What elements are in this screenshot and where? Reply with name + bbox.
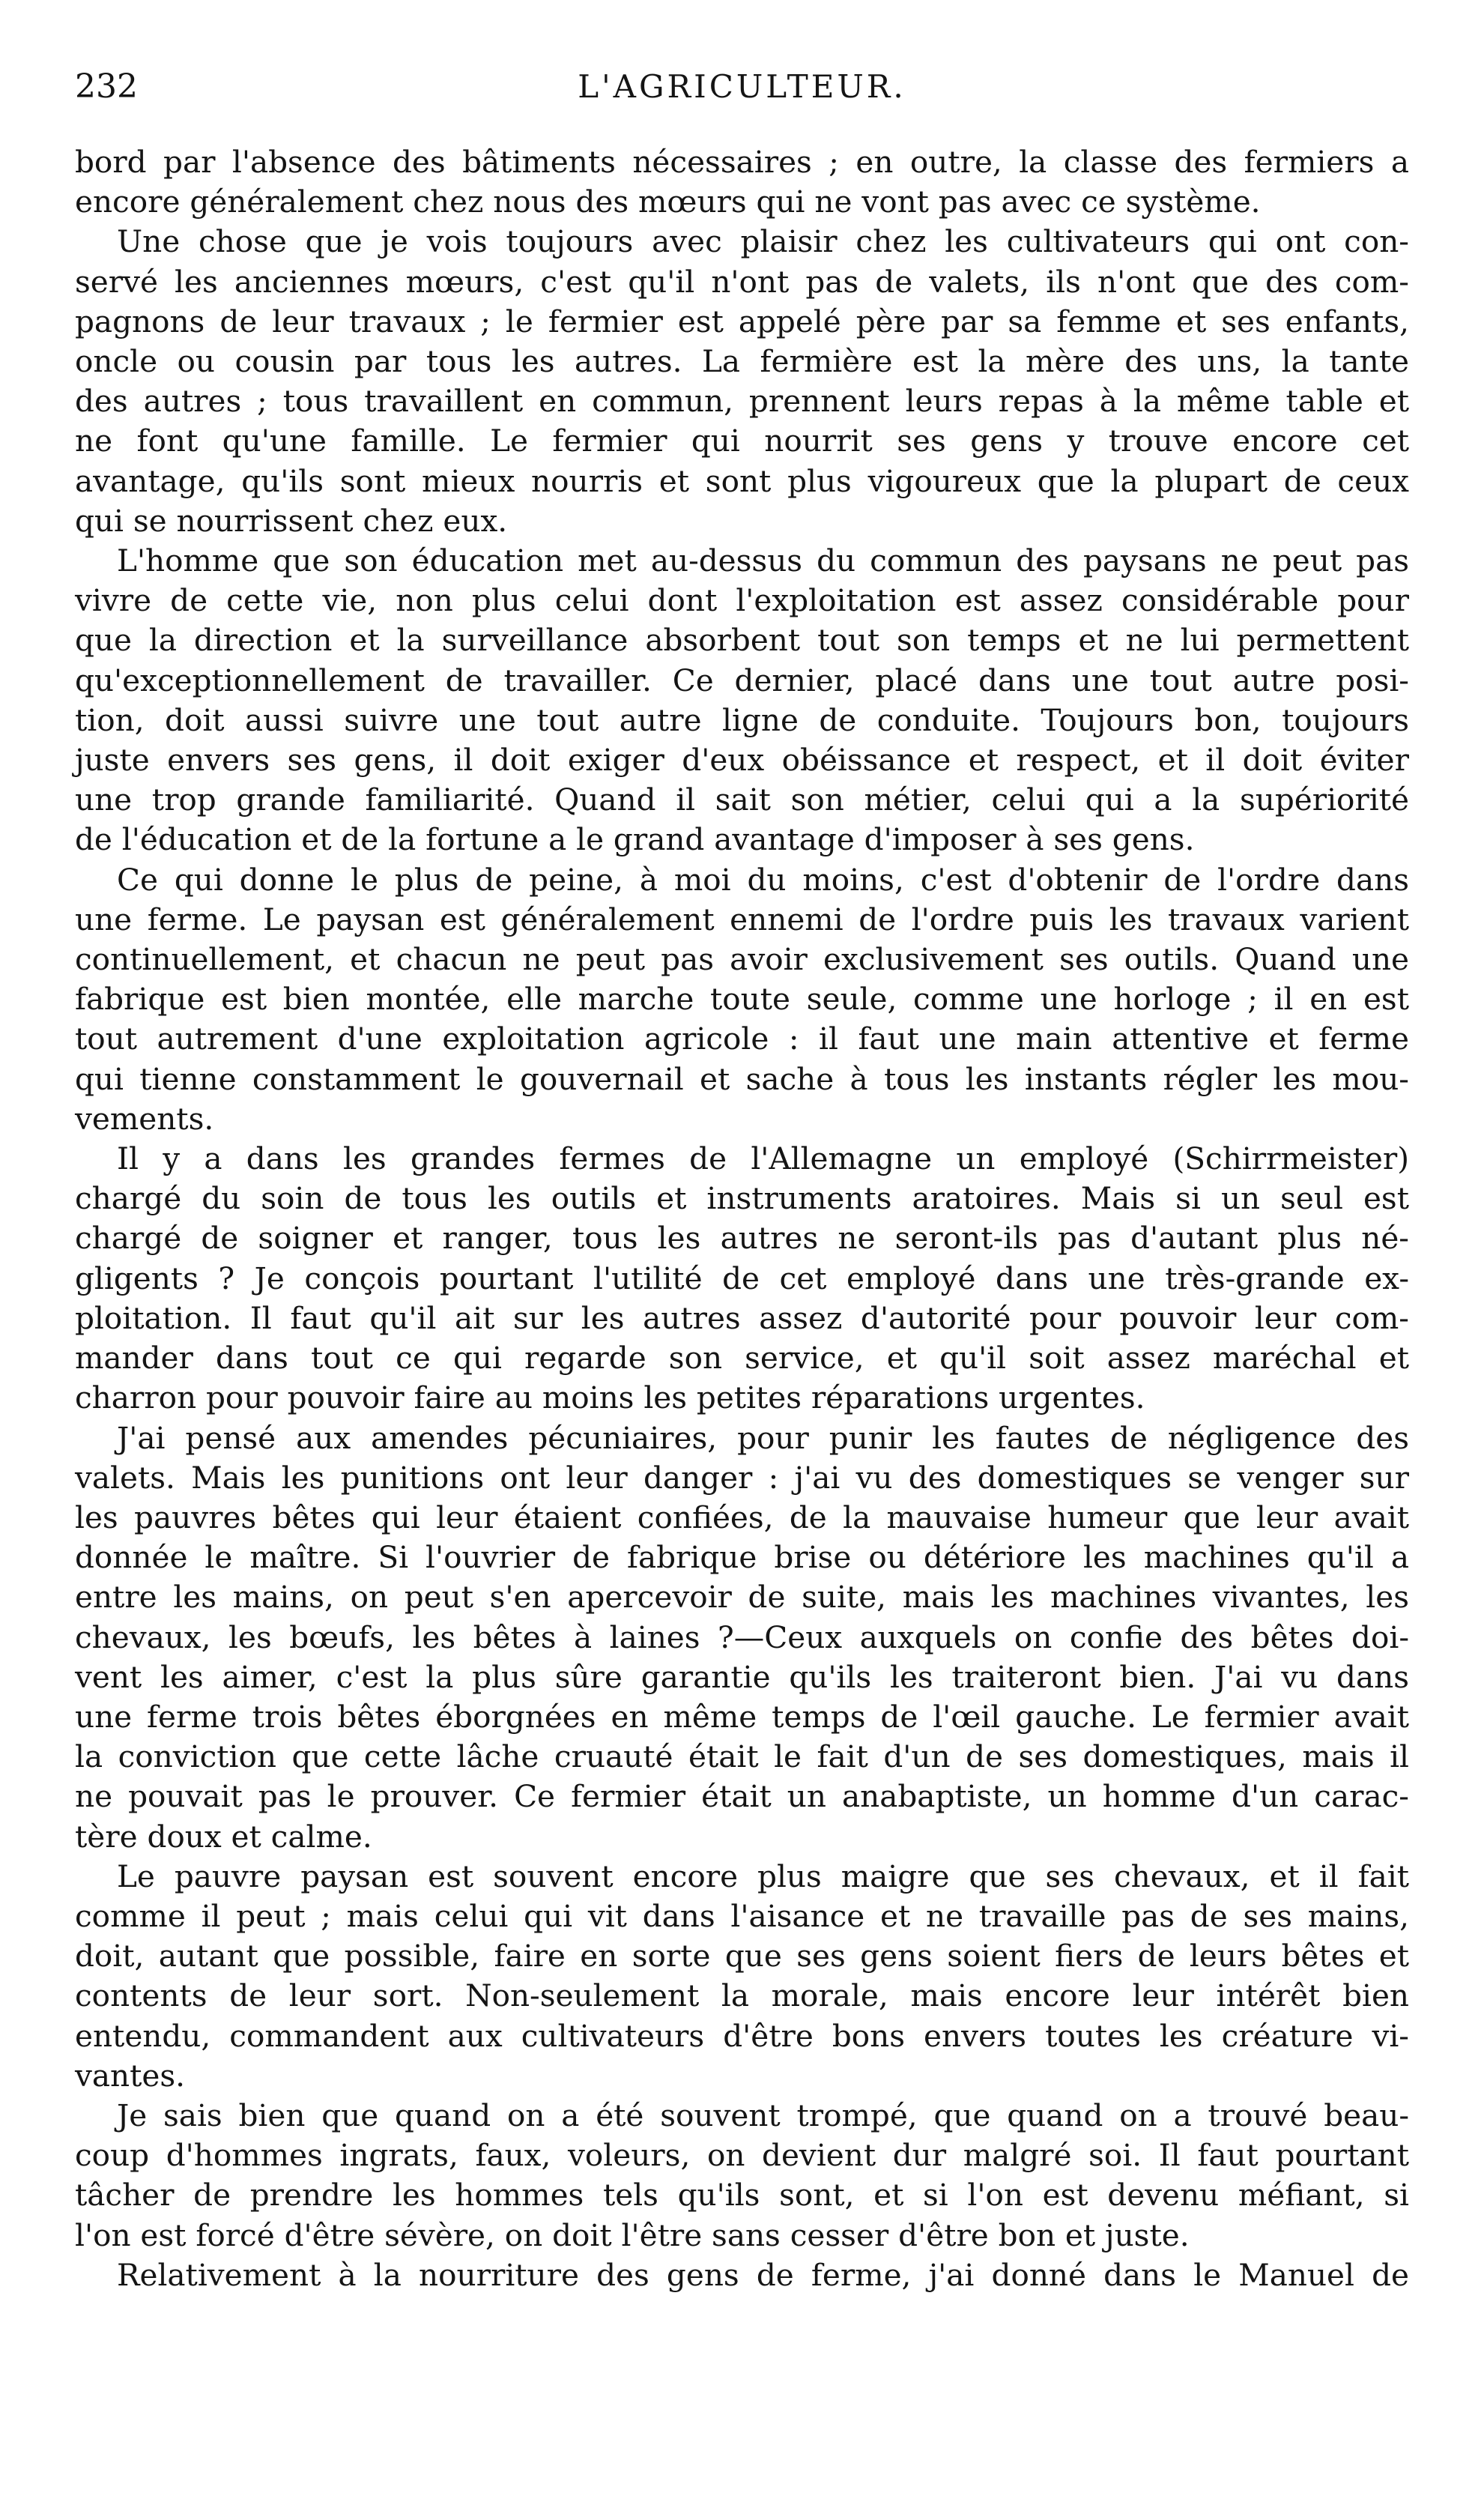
- text-line: Je sais bien que quand on a été souvent trompé, que quand on a trouvé beau-: [117, 2097, 1409, 2133]
- text-line: donnée le maître. Si l'ouvrier de fabrique brise ou détériore les machines qu'il a: [75, 1539, 1409, 1576]
- page-header: [75, 67, 1409, 121]
- text-line: que la direction et la surveillance absorbent tout son temps et ne lui permettent: [75, 622, 1409, 659]
- page-number: 232: [75, 67, 138, 106]
- text-line: tout autrement d'une exploitation agricole : il faut une main attentive et ferme: [75, 1021, 1409, 1057]
- text-line: mander dans tout ce qui regarde son service, et qu'il soit assez maréchal et: [75, 1340, 1409, 1377]
- text-line: ne pouvait pas le prouver. Ce fermier était un anabaptiste, un homme d'un carac-: [75, 1778, 1409, 1815]
- text-line: oncle ou cousin par tous les autres. La fermière est la mère des uns, la tante: [75, 343, 1409, 380]
- text-line: l'on est forcé d'être sévère, on doit l'être sans cesser d'être bon et juste.: [75, 2217, 1190, 2253]
- text-line: tâcher de prendre les hommes tels qu'ils sont, et si l'on est devenu méfiant, si: [75, 2177, 1409, 2214]
- text-line: des autres ; tous travaillent en commun, prennent leurs repas à la même table et: [75, 383, 1409, 420]
- text-line: une trop grande familiarité. Quand il sait son métier, celui qui a la supériorité: [75, 782, 1409, 818]
- text-line: doit, autant que possible, faire en sorte que ses gens soient fiers de leurs bêtes et: [75, 1938, 1409, 1974]
- text-line: avantage, qu'ils sont mieux nourris et sont plus vigoureux que la plupart de ceux: [75, 462, 1409, 499]
- text-line: servé les anciennes mœurs, c'est qu'il n'ont pas de valets, ils n'ont que des com-: [75, 263, 1409, 300]
- text-line: coup d'hommes ingrats, faux, voleurs, on devient dur malgré soi. Il faut pourtant: [75, 2137, 1409, 2174]
- text-line: vantes.: [75, 2057, 186, 2094]
- text-line: entendu, commandent aux cultivateurs d'être bons envers toutes les créature vi-: [75, 2017, 1409, 2054]
- running-title: L'AGRICULTEUR.: [578, 68, 906, 105]
- text-line: entre les mains, on peut s'en apercevoir de suite, mais les machines vivantes, les: [75, 1579, 1409, 1616]
- text-line: Relativement à la nourriture des gens de ferme, j'ai donné dans le Manuel de: [117, 2256, 1409, 2293]
- text-line: gligents ? Je conçois pourtant l'utilité de cet employé dans une très-grande ex-: [75, 1260, 1409, 1296]
- text-line: qu'exceptionnellement de travailler. Ce dernier, placé dans une tout autre posi-: [75, 662, 1409, 698]
- text-line: contents de leur sort. Non-seulement la morale, mais encore leur intérêt bien: [75, 1977, 1409, 2014]
- text-line: tion, doit aussi suivre une tout autre ligne de conduite. Toujours bon, toujours: [75, 701, 1409, 738]
- text-line: tère doux et calme.: [75, 1818, 372, 1855]
- text-line: les pauvres bêtes qui leur étaient confiées, de la mauvaise humeur que leur avait: [75, 1499, 1409, 1535]
- text-line: ploitation. Il faut qu'il ait sur les autres assez d'autorité pour pouvoir leur com-: [75, 1299, 1409, 1336]
- text-line: qui se nourrissent chez eux.: [75, 502, 508, 539]
- text-line: chargé de soigner et ranger, tous les autres ne seront-ils pas d'autant plus né-: [75, 1220, 1409, 1257]
- text-line: pagnons de leur travaux ; le fermier est appelé père par sa femme et ses enfants,: [75, 303, 1409, 339]
- text-line: juste envers ses gens, il doit exiger d'eux obéissance et respect, et il doit éviter: [75, 742, 1409, 779]
- text-line: fabrique est bien montée, elle marche toute seule, comme une horloge ; il en est: [75, 981, 1409, 1018]
- text-line: Ce qui donne le plus de peine, à moi du moins, c'est d'obtenir de l'ordre dans: [117, 861, 1409, 898]
- text-line: comme il peut ; mais celui qui vit dans l'aisance et ne travaille pas de ses mains,: [75, 1897, 1409, 1934]
- text-line: chevaux, les bœufs, les bêtes à laines ?—Ceux auxquels on confie des bêtes doi-: [75, 1619, 1409, 1655]
- text-line: vivre de cette vie, non plus celui dont l'exploitation est assez considérable pour: [75, 582, 1409, 619]
- text-line: bord par l'absence des bâtiments nécessaires ; en outre, la classe des fermiers a: [75, 144, 1409, 180]
- text-line: encore généralement chez nous des mœurs qui ne vont pas avec ce système.: [75, 184, 1261, 220]
- text-line: valets. Mais les punitions ont leur danger : j'ai vu des domestiques se venger sur: [75, 1459, 1409, 1496]
- text-line: vements.: [75, 1100, 214, 1137]
- text-line: L'homme que son éducation met au-dessus du commun des paysans ne peut pas: [117, 543, 1409, 579]
- text-line: une ferme trois bêtes éborgnées en même temps de l'œil gauche. Le fermier avait: [75, 1698, 1409, 1735]
- text-line: qui tienne constamment le gouvernail et sache à tous les instants régler les mou-: [75, 1060, 1409, 1097]
- text-line: chargé du soin de tous les outils et instruments aratoires. Mais si un seul est: [75, 1180, 1409, 1217]
- text-line: J'ai pensé aux amendes pécuniaires, pour punir les fautes de négligence des: [117, 1419, 1409, 1456]
- text-line: la conviction que cette lâche cruauté était le fait d'un de ses domestiques, mais il: [75, 1738, 1409, 1775]
- text-line: Il y a dans les grandes fermes de l'Allemagne un employé (Schirrmeister): [117, 1140, 1409, 1177]
- text-line: ne font qu'une famille. Le fermier qui nourrit ses gens y trouve encore cet: [75, 423, 1409, 459]
- body-text: [75, 142, 1409, 2295]
- text-line: continuellement, et chacun ne peut pas avoir exclusivement ses outils. Quand une: [75, 941, 1409, 978]
- text-line: vent les aimer, c'est la plus sûre garantie qu'ils les traiteront bien. J'ai vu dans: [75, 1658, 1409, 1695]
- text-line: Le pauvre paysan est souvent encore plus maigre que ses chevaux, et il fait: [117, 1858, 1409, 1894]
- text-line: de l'éducation et de la fortune a le grand avantage d'imposer à ses gens.: [75, 821, 1195, 858]
- text-line: une ferme. Le paysan est généralement ennemi de l'ordre puis les travaux varient: [75, 901, 1409, 937]
- text-line: charron pour pouvoir faire au moins les petites réparations urgentes.: [75, 1380, 1145, 1416]
- text-line: Une chose que je vois toujours avec plaisir chez les cultivateurs qui ont con-: [117, 223, 1409, 260]
